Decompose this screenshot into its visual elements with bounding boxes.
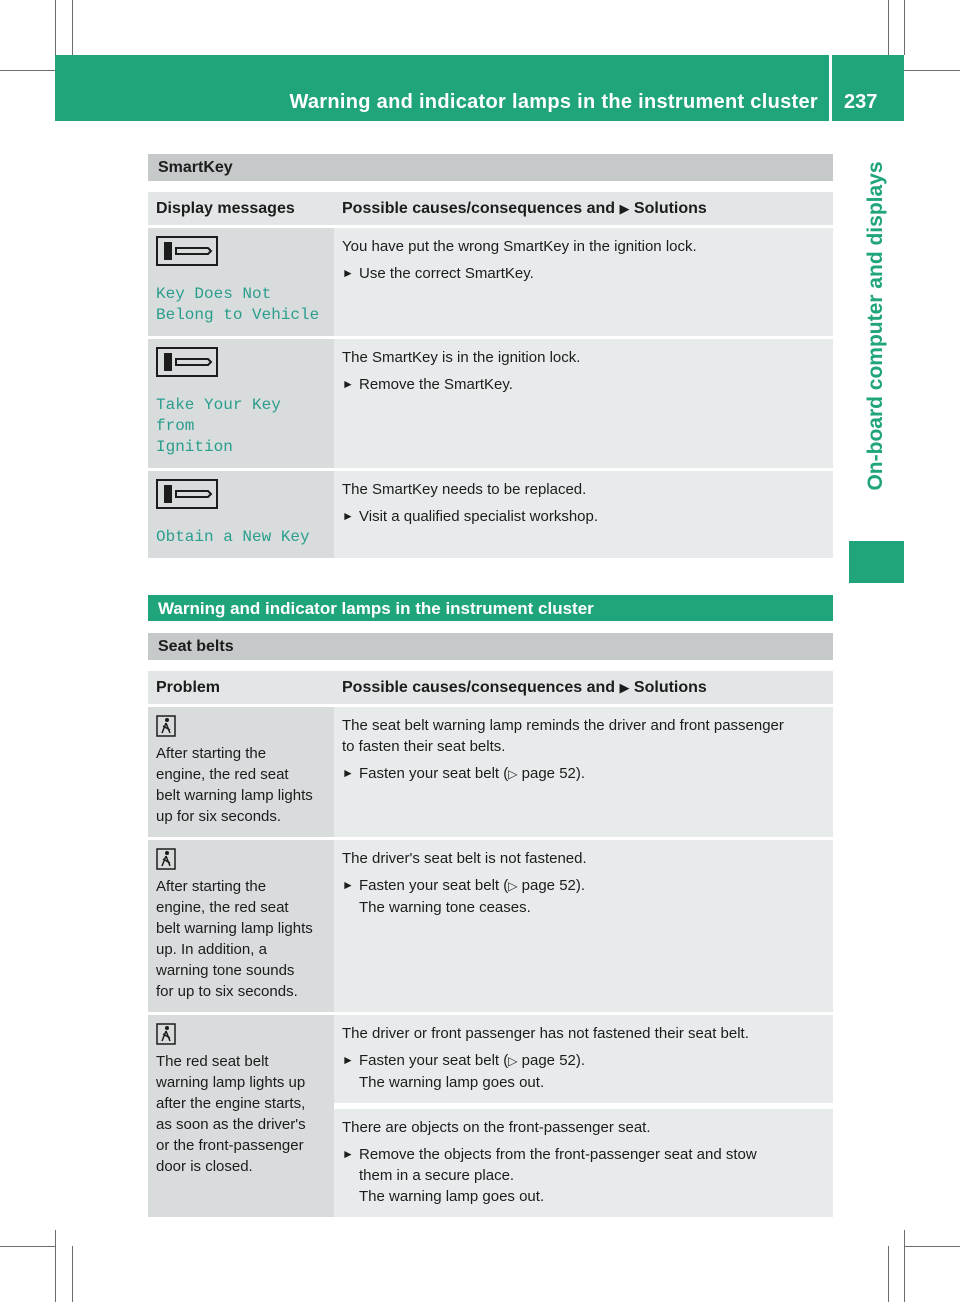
- page-reference-link[interactable]: page 52).: [521, 877, 586, 894]
- page-content: [148, 154, 833, 1220]
- column-header-causes: [334, 192, 833, 225]
- header-divider: [829, 55, 832, 121]
- result-text: The warning lamp goes out.: [359, 1074, 545, 1091]
- column-header-causes-label: Possible causes/consequences and: [342, 199, 616, 217]
- table-row: [148, 840, 833, 1012]
- cause-cell: [334, 339, 833, 468]
- crop-mark: [55, 1230, 56, 1302]
- display-message-line: Obtain a New Key: [156, 528, 310, 546]
- column-header-display-messages: Display messages: [148, 192, 334, 225]
- smartkey-icon: [156, 479, 218, 515]
- seat-belt-icon: [156, 1023, 176, 1051]
- crop-mark: [0, 70, 55, 71]
- seat-belts-subsection-title: Seat belts: [148, 633, 833, 660]
- cause-cell: [334, 471, 833, 558]
- seat-belts-table: [148, 668, 833, 1220]
- problem-line: up for six seconds.: [156, 808, 282, 825]
- crop-mark: [888, 0, 889, 55]
- crop-mark: [904, 0, 905, 55]
- column-header-causes: [334, 671, 833, 704]
- problem-line: belt warning lamp lights: [156, 787, 313, 804]
- solution-step: [342, 506, 825, 527]
- solution-step: [342, 875, 825, 918]
- result-text: The warning lamp goes out.: [359, 1188, 545, 1205]
- cause-line: The driver or front passenger has not fastened their seat belt.: [342, 1025, 749, 1042]
- problem-line: as soon as the driver's: [156, 1116, 306, 1133]
- display-message-line: Ignition: [156, 438, 233, 456]
- problem-line: after the engine starts,: [156, 1095, 306, 1112]
- step-arrow-icon: ►: [342, 377, 354, 391]
- table-row: [148, 339, 833, 468]
- display-message-line: Key Does Not: [156, 285, 272, 303]
- crop-mark: [55, 0, 56, 55]
- smartkey-icon: [156, 347, 218, 383]
- smartkey-section-title: SmartKey: [148, 154, 833, 181]
- table-row: [148, 707, 833, 837]
- solution-step: [342, 763, 825, 785]
- column-header-causes-label: Possible causes/consequences and: [342, 678, 616, 696]
- page-reference-icon: ▷: [508, 1054, 518, 1068]
- display-message-line: Take Your Key from: [156, 396, 281, 435]
- cause-cell: [334, 228, 833, 336]
- problem-cell: [148, 707, 334, 837]
- cause-text: The SmartKey needs to be replaced.: [342, 481, 587, 498]
- display-message-cell: [148, 228, 334, 336]
- problem-cell: [148, 840, 334, 1012]
- page-header: [55, 55, 904, 121]
- solution-step: [342, 1144, 825, 1207]
- cause-line: There are objects on the front-passenger seat.: [342, 1119, 651, 1136]
- chapter-tab-label: On-board computer and displays: [864, 161, 887, 491]
- solution-text: Fasten your seat belt (: [359, 1052, 509, 1069]
- cause-text: The SmartKey is in the ignition lock.: [342, 349, 581, 366]
- table-row: [148, 1015, 833, 1103]
- table-header-row: [148, 192, 833, 225]
- problem-cell: [148, 1015, 334, 1217]
- play-arrow-icon: ▶: [619, 679, 630, 695]
- solution-step: [342, 1050, 825, 1093]
- column-header-solutions-label: Solutions: [633, 678, 707, 696]
- page-header-title: Warning and indicator lamps in the instrument cluster: [289, 91, 818, 113]
- page-reference-link[interactable]: page 52).: [521, 1052, 586, 1069]
- cause-text: You have put the wrong SmartKey in the ignition lock.: [342, 238, 697, 255]
- solution-text: Visit a qualified specialist workshop.: [359, 508, 599, 525]
- problem-line: for up to six seconds.: [156, 983, 298, 1000]
- cause-line: The driver's seat belt is not fastened.: [342, 850, 587, 867]
- problem-line: warning tone sounds: [156, 962, 295, 979]
- problem-line: After starting the: [156, 878, 267, 895]
- problem-line: warning lamp lights up: [156, 1074, 306, 1091]
- display-message: [156, 284, 326, 326]
- crop-mark: [72, 1246, 73, 1302]
- problem-line: After starting the: [156, 745, 267, 762]
- result-text: The warning tone ceases.: [359, 899, 531, 916]
- solution-text: them in a secure place.: [359, 1167, 515, 1184]
- problem-line: door is closed.: [156, 1158, 253, 1175]
- problem-line: up. In addition, a: [156, 941, 267, 958]
- crop-mark: [904, 70, 960, 71]
- crop-mark: [0, 1246, 55, 1247]
- solution-text: Fasten your seat belt (: [359, 765, 509, 782]
- page-number: 237: [844, 91, 878, 113]
- lamps-section-title: Warning and indicator lamps in the instrument cluster: [148, 595, 833, 621]
- column-header-problem: Problem: [148, 671, 334, 704]
- display-message-line: Belong to Vehicle: [156, 306, 320, 324]
- crop-mark: [72, 0, 73, 55]
- cause-cell: [334, 1015, 833, 1103]
- step-arrow-icon: ►: [342, 1147, 354, 1161]
- display-message: [156, 395, 326, 458]
- smartkey-icon: [156, 236, 218, 272]
- crop-mark: [904, 1230, 905, 1302]
- cause-line: The seat belt warning lamp reminds the driver and front passenger: [342, 717, 784, 734]
- cause-cell: [334, 840, 833, 1012]
- seat-belt-icon: [156, 848, 176, 876]
- problem-line: engine, the red seat: [156, 766, 289, 783]
- problem-line: engine, the red seat: [156, 899, 289, 916]
- step-arrow-icon: ►: [342, 766, 354, 780]
- cause-cell: [334, 1106, 833, 1217]
- solution-text: Remove the SmartKey.: [359, 376, 513, 393]
- step-arrow-icon: ►: [342, 509, 354, 523]
- crop-mark: [904, 1246, 960, 1247]
- table-row: [148, 471, 833, 558]
- step-arrow-icon: ►: [342, 878, 354, 892]
- display-message: [156, 527, 326, 548]
- crop-mark: [888, 1246, 889, 1302]
- solution-step: [342, 374, 825, 395]
- display-message-cell: [148, 471, 334, 558]
- play-arrow-icon: ▶: [619, 200, 630, 216]
- cause-line: to fasten their seat belts.: [342, 738, 506, 755]
- solution-step: [342, 263, 825, 284]
- page-reference-icon: ▷: [508, 879, 518, 893]
- chapter-marker: [849, 541, 904, 583]
- solution-text: Use the correct SmartKey.: [359, 265, 534, 282]
- chapter-tab: [849, 121, 904, 531]
- solution-text: Fasten your seat belt (: [359, 877, 509, 894]
- step-arrow-icon: ►: [342, 266, 354, 280]
- problem-line: belt warning lamp lights: [156, 920, 313, 937]
- smartkey-table: [148, 189, 833, 561]
- display-message-cell: [148, 339, 334, 468]
- table-header-row: [148, 671, 833, 704]
- solution-text: Remove the objects from the front-passenger seat and stow: [359, 1146, 757, 1163]
- problem-line: or the front-passenger: [156, 1137, 304, 1154]
- problem-line: The red seat belt: [156, 1053, 269, 1070]
- page-reference-link[interactable]: page 52).: [521, 765, 586, 782]
- page-reference-icon: ▷: [508, 767, 518, 781]
- step-arrow-icon: ►: [342, 1053, 354, 1067]
- column-header-solutions-label: Solutions: [633, 199, 707, 217]
- cause-cell: [334, 707, 833, 837]
- table-row: [148, 228, 833, 336]
- seat-belt-icon: [156, 715, 176, 743]
